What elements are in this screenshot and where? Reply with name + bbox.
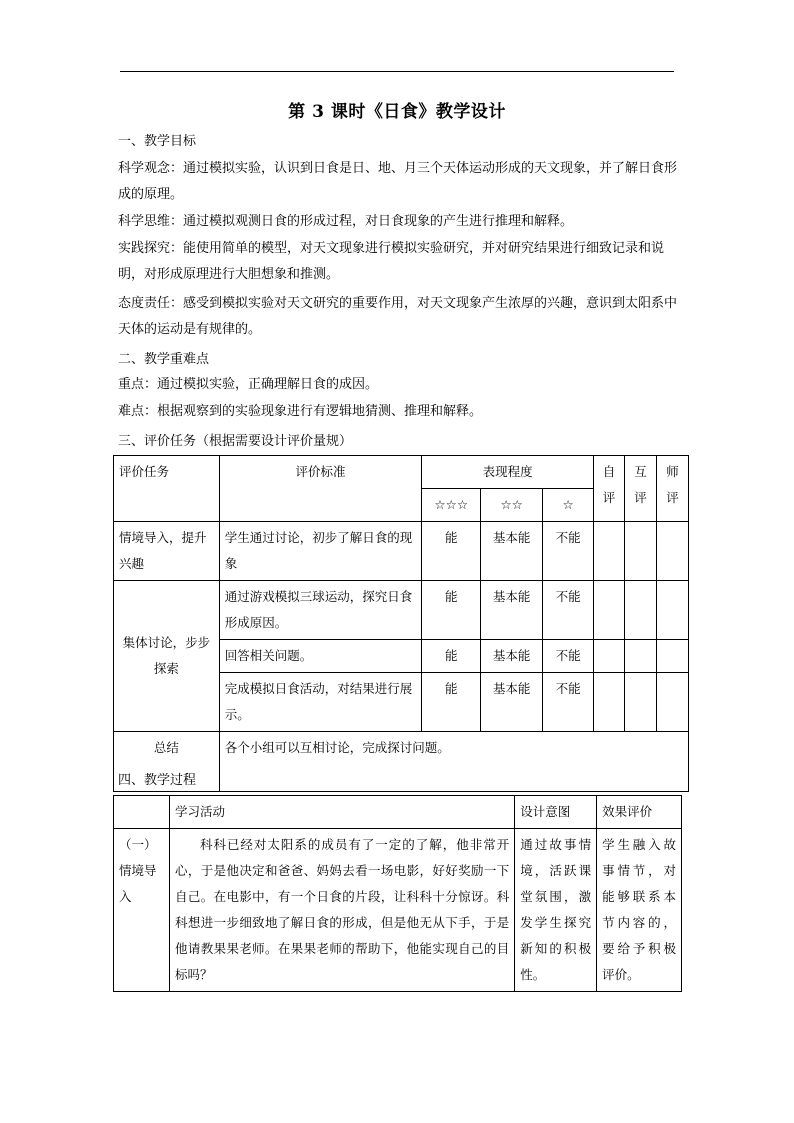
header-standard: 评价标准 xyxy=(219,456,421,522)
keypoint: 重点：通过模拟实验，正确理解日食的成因。 xyxy=(118,377,379,392)
level-basic: 基本能 xyxy=(481,522,543,581)
design-intent: 通过故事情境，活跃课堂氛围，激发学生探究新知的积极性。 xyxy=(515,829,597,992)
difficulty: 难点：根据观察到的实验现象进行有逻辑地猜测、推理和解释。 xyxy=(118,404,483,419)
section-process-heading: 四、教学过程 xyxy=(118,773,197,788)
level-cannot: 不能 xyxy=(543,581,594,640)
level-cannot: 不能 xyxy=(543,522,594,581)
header-self: 自评 xyxy=(594,456,625,522)
task-intro: 情境导入，提升兴趣 xyxy=(114,522,220,581)
header-task: 评价任务 xyxy=(114,456,220,522)
section-keypoints-heading: 二、教学重难点 xyxy=(118,352,210,367)
standard-answer: 回答相关问题。 xyxy=(219,640,421,673)
standard-summary: 各个小组可以互相讨论，完成探讨问题。 xyxy=(219,732,688,792)
task-summary: 总结 xyxy=(114,732,220,792)
level-one-star: ☆ xyxy=(543,489,594,522)
level-can: 能 xyxy=(422,673,481,732)
standard-game: 通过游戏模拟三球运动，探究日食形成原因。 xyxy=(219,581,421,640)
page-title: 第 3 课时《日食》教学设计 xyxy=(288,102,506,122)
level-cannot: 不能 xyxy=(543,673,594,732)
level-can: 能 xyxy=(422,581,481,640)
activity-story: 科科已经对太阳系的成员有了一定的了解，他非常开心，于是他决定和爸爸、妈妈去看一场电影，好好奖励一下自己。在电影中，有一个日食的片段，让科科十分惊讶。科科想进一步细致地了解日食的形成，但是他无从下手，于是他请教果果老师。在果果老师的帮助下，他能实现自己的目标吗？ xyxy=(169,829,514,992)
process-table xyxy=(113,795,682,992)
objective-thinking: 科学思维：通过模拟观测日食的形成过程，对日食现象的产生进行推理和解释。 xyxy=(118,214,574,229)
objective-attitude: 态度责任：感受到模拟实验对天文研究的重要作用，对天文现象产生浓厚的兴趣，意识到太阳系中天体的运动是有规律的。 xyxy=(118,296,678,337)
header-teacher: 师评 xyxy=(656,456,688,522)
level-basic: 基本能 xyxy=(481,673,543,732)
standard-intro: 学生通过讨论，初步了解日食的现象 xyxy=(219,522,421,581)
evaluation-table xyxy=(113,455,689,792)
header-intent: 设计意图 xyxy=(515,796,597,829)
header-level: 表现程度 xyxy=(422,456,594,489)
header-peer: 互评 xyxy=(625,456,657,522)
level-can: 能 xyxy=(422,640,481,673)
level-basic: 基本能 xyxy=(481,640,543,673)
effect-evaluation: 学生融入故事情节，对能够联系本节内容的，要给予积极评价。 xyxy=(597,829,682,992)
header-activity: 学习活动 xyxy=(169,796,514,829)
section-evaluation-heading: 三、评价任务（根据需要设计评价量规） xyxy=(118,434,353,449)
header-effect: 效果评价 xyxy=(597,796,682,829)
task-discussion: 集体讨论，步步探索 xyxy=(114,581,220,732)
level-basic: 基本能 xyxy=(481,581,543,640)
objective-practice: 实践探究：能使用简单的模型，对天文现象进行模拟实验研究，并对研究结果进行细致记录和说明，对形成原理进行大胆想象和推测。 xyxy=(118,241,665,282)
level-can: 能 xyxy=(422,522,481,581)
level-two-stars: ☆☆ xyxy=(481,489,543,522)
objective-concept: 科学观念：通过模拟实验，认识到日食是日、地、月三个天体运动形成的天文现象，并了解日食形成的原理。 xyxy=(118,161,678,202)
stage-intro-label: （一）情境导入 xyxy=(114,829,170,992)
standard-simulation: 完成模拟日食活动，对结果进行展示。 xyxy=(219,673,421,732)
section-objectives-heading: 一、教学目标 xyxy=(118,134,197,149)
level-cannot: 不能 xyxy=(543,640,594,673)
level-three-stars: ☆☆☆ xyxy=(422,489,481,522)
header-rule xyxy=(120,71,674,72)
